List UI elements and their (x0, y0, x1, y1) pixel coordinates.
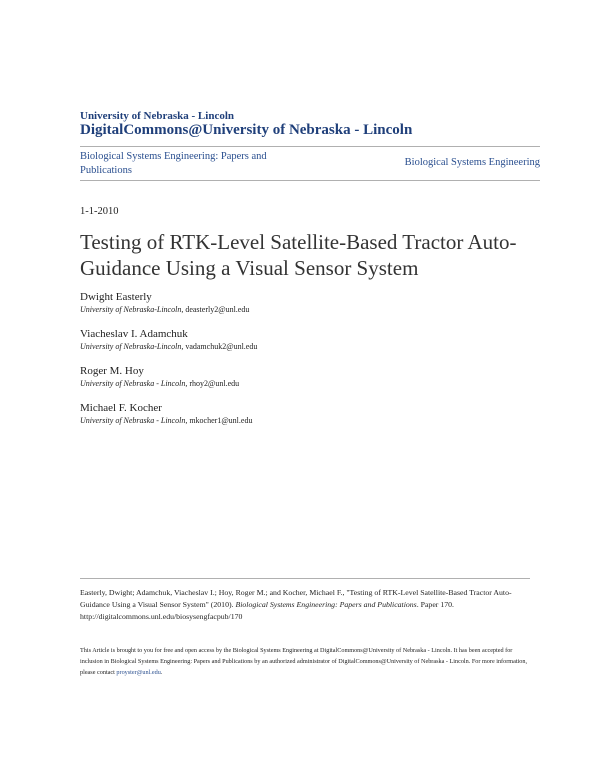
author-name[interactable]: Dwight Easterly (80, 291, 152, 303)
author-affiliation (80, 304, 520, 316)
citation-journal: Biological Systems Engineering: Papers and Publications (235, 600, 417, 609)
author-name[interactable]: Michael F. Kocher (80, 402, 162, 414)
author-block (80, 401, 520, 427)
publication-date: 1-1-2010 (80, 206, 119, 217)
author-block (80, 327, 520, 353)
article-title: Testing of RTK-Level Satellite-Based Tractor Auto-Guidance Using a Visual Sensor System (80, 230, 517, 280)
affiliation-text: University of Nebraska-Lincoln (80, 342, 182, 351)
author-name[interactable]: Viacheslav I. Adamchuk (80, 328, 188, 340)
author-name[interactable]: Roger M. Hoy (80, 365, 144, 377)
author-email[interactable]: , rhoy2@unl.edu (185, 379, 240, 388)
author-email[interactable]: , mkocher1@unl.edu (185, 416, 253, 425)
header-top-rule (80, 146, 540, 147)
contact-email-link[interactable]: proyster@unl.edu (116, 669, 161, 676)
author-affiliation (80, 341, 520, 353)
notice-text: This Article is brought to you for free and open access by the Biological Systems Engineering at DigitalCommons@University of Nebraska - Lincoln. It has been accepted for inclusion in Biological Systems Engineering: Papers and Publications by an authorized administrator of DigitalCommons@University of Nebraska - Lincoln. For more information, please contact (80, 647, 527, 676)
author-block (80, 364, 520, 390)
author-email[interactable]: , deasterly2@unl.edu (181, 305, 250, 314)
citation-paper-number: . Paper 170. (416, 600, 454, 609)
affiliation-text: University of Nebraska - Lincoln (80, 379, 186, 388)
citation-rule (80, 578, 530, 579)
author-block (80, 290, 520, 316)
author-affiliation (80, 378, 520, 390)
recommended-citation (80, 587, 530, 623)
header-bottom-rule (80, 180, 540, 181)
access-notice (80, 645, 530, 678)
collection-link[interactable]: Biological Systems Engineering (404, 157, 540, 168)
series-link[interactable]: Biological Systems Engineering: Papers and Publications (80, 151, 267, 176)
author-affiliation (80, 415, 520, 427)
affiliation-text: University of Nebraska-Lincoln (80, 305, 182, 314)
university-name[interactable]: University of Nebraska - Lincoln (80, 110, 234, 122)
notice-end: . (160, 669, 163, 676)
affiliation-text: University of Nebraska - Lincoln (80, 416, 186, 425)
citation-url[interactable]: http://digitalcommons.unl.edu/biosysengfacpub/170 (80, 612, 243, 621)
author-email[interactable]: , vadamchuk2@unl.edu (181, 342, 258, 351)
repository-name[interactable]: DigitalCommons@University of Nebraska - Lincoln (80, 122, 413, 138)
citation-text: Easterly, Dwight; Adamchuk, Viacheslav I.; Hoy, Roger M.; and Kocher, Michael F., "Testing of RTK-Level Satellite-Based Tractor Auto-Guidance Using a Visual Sensor System" (2010). (80, 588, 512, 609)
